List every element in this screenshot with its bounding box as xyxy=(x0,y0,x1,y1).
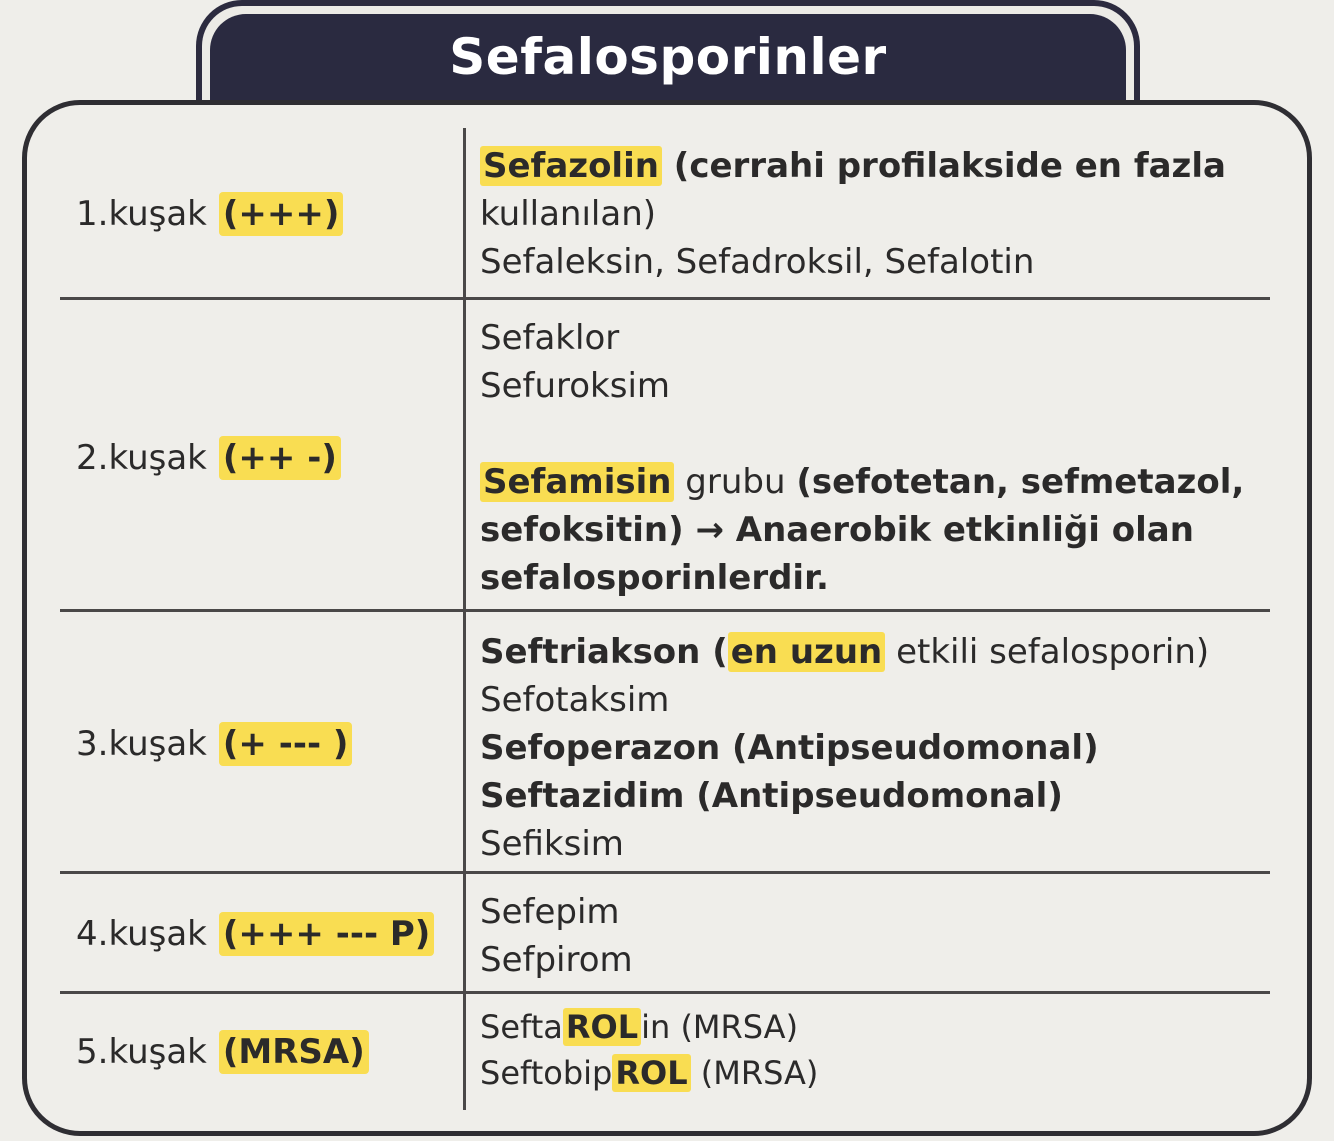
highlighted-syllable: ROL xyxy=(563,1008,641,1046)
row-1-drugs xyxy=(480,142,1270,286)
drug-prefix: Sefta xyxy=(480,1008,563,1046)
row-4-label xyxy=(76,912,434,956)
drug-item: Sefaklor xyxy=(480,318,620,358)
drug-item: Seftazidim (Antipseudomonal) xyxy=(480,776,1063,816)
generation-code: (++ -) xyxy=(219,436,341,480)
drug-item: Sefepim xyxy=(480,892,620,932)
highlighted-drug: Sefazolin xyxy=(480,146,662,186)
generation-code: (MRSA) xyxy=(219,1030,369,1074)
highlighted-note: en uzun xyxy=(728,632,886,672)
drug-item: Sefpirom xyxy=(480,940,633,980)
drug-group-text: grubu xyxy=(674,462,797,502)
row-3-drugs xyxy=(480,628,1270,868)
generation-label: 4.kuşak xyxy=(76,914,207,954)
drug-item: Seftriakson ( xyxy=(480,632,728,672)
row-2-label xyxy=(76,436,341,480)
row-3-label xyxy=(76,722,352,766)
drug-note: etkili sefalosporin) xyxy=(885,632,1210,672)
drug-item: Sefiksim xyxy=(480,824,624,864)
drug-suffix: (MRSA) xyxy=(690,1054,819,1092)
drug-item: Sefuroksim xyxy=(480,366,671,406)
highlighted-drug: Sefamisin xyxy=(480,462,674,502)
page-title: Sefalosporinler xyxy=(210,14,1126,118)
generation-code: (+ --- ) xyxy=(219,722,353,766)
drug-group-members: (sefotetan, sefmetazol, xyxy=(796,462,1245,502)
drug-group-note: sefoksitin) → Anaerobik etkinliği olan xyxy=(480,510,1194,550)
highlighted-syllable: ROL xyxy=(612,1054,690,1092)
row-5-drugs xyxy=(480,1004,1270,1096)
generation-label: 2.kuşak xyxy=(76,438,207,478)
row-1-label xyxy=(76,192,343,236)
generation-label: 1.kuşak xyxy=(76,194,207,234)
generation-code: (+++ --- P) xyxy=(219,912,434,956)
drug-note-cont: kullanılan) xyxy=(480,194,657,234)
drug-item: Sefoperazon (Antipseudomonal) xyxy=(480,728,1099,768)
drug-group-note-cont: sefalosporinlerdir. xyxy=(480,558,829,598)
generation-label: 5.kuşak xyxy=(76,1032,207,1072)
drug-list: Sefaleksin, Sefadroksil, Sefalotin xyxy=(480,242,1035,282)
drug-prefix: Seftobip xyxy=(480,1054,613,1092)
row-2-drugs xyxy=(480,314,1270,602)
row-4-drugs xyxy=(480,888,1270,984)
generation-code: (+++) xyxy=(219,192,344,236)
drug-suffix: in (MRSA) xyxy=(641,1008,799,1046)
drug-item: Sefotaksim xyxy=(480,680,670,720)
row-5-label xyxy=(76,1030,369,1074)
generation-label: 3.kuşak xyxy=(76,724,207,764)
drug-note: (cerrahi profilakside en fazla xyxy=(661,146,1226,186)
